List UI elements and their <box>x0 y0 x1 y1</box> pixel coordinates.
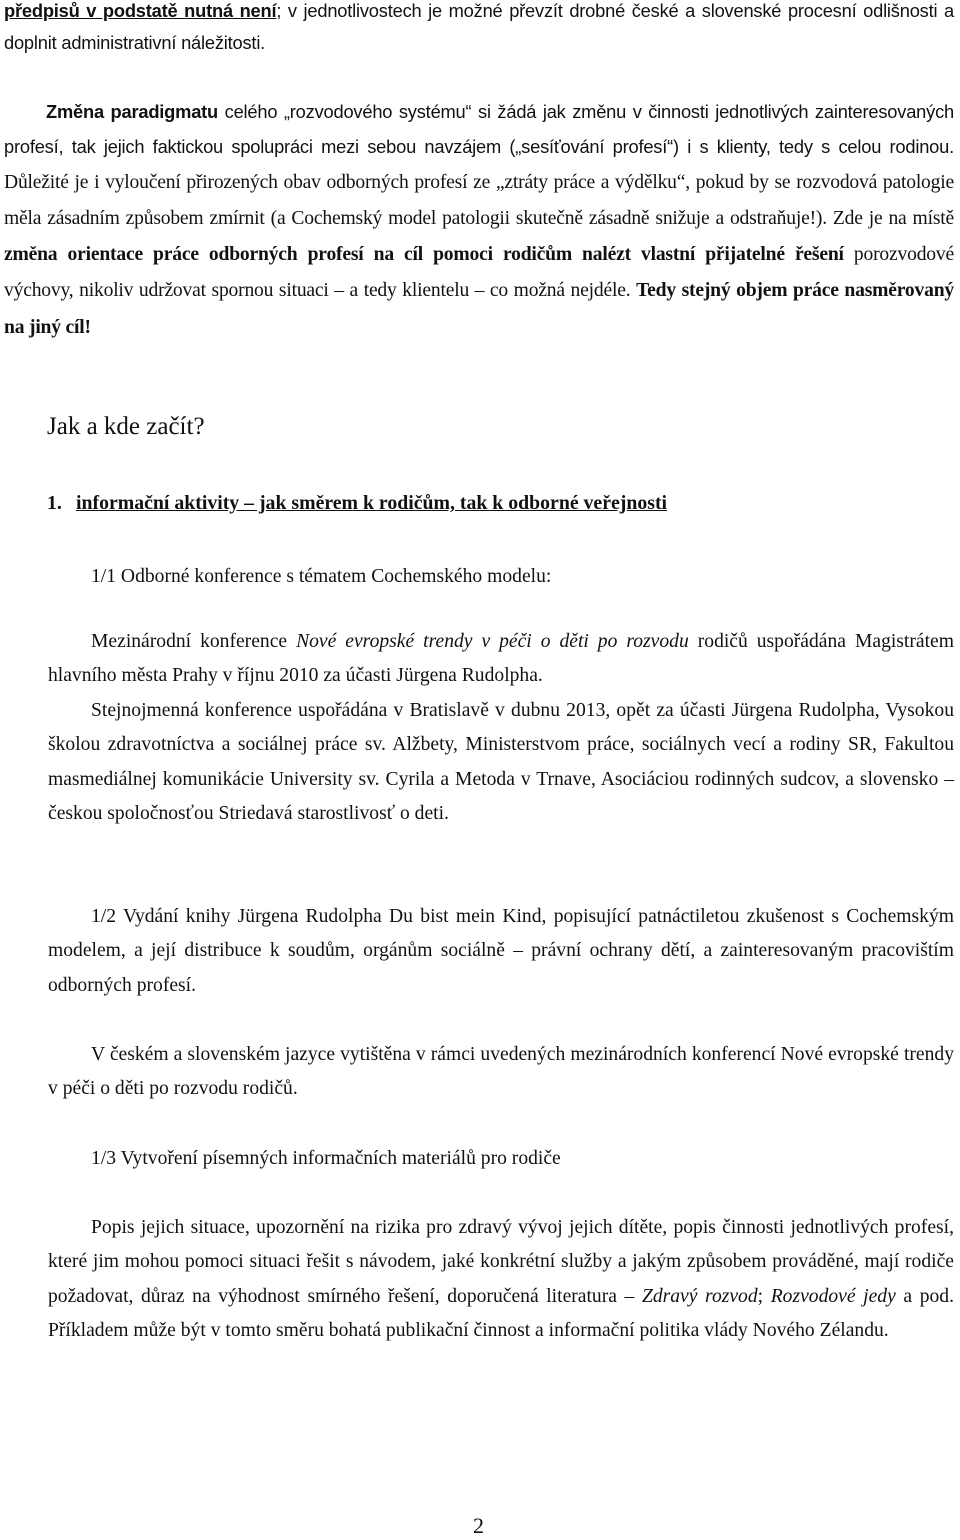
page-number: 2 <box>473 1513 484 1538</box>
text-span: a pod. Příkladem může být v tomto směru bohatá publikační činnost a informační politika vlády Nového Zélandu. <box>48 1285 954 1341</box>
text-span: Popis jejich situace, upozornění na rizika pro zdravý vývoj jejich dítěte, popis činnosti jednotlivých profesí, které jim mohou pomoci situaci řešit s návodem, jaké konkrétní služby a jakým způsobem prováděné, mají rodiče požadovat, důraz na výhodnost smírného řešení, doporučená literatura – <box>48 1217 954 1307</box>
emphasis-not-needed: předpisů v podstatě nutná není <box>4 0 277 21</box>
text-span: porozvodové výchovy, nikoliv udržovat spornou situaci – a tedy klientelu – co možná nejdéle. <box>4 244 954 302</box>
text-span: ; <box>757 1285 771 1307</box>
item-1-1: 1/1 Odborné konference s tématem Cochemského modelu: <box>91 566 552 587</box>
subsection-number: 1. <box>47 492 62 514</box>
emphasis-paradigm: Změna paradigmatu <box>46 101 219 122</box>
subsection-title: informační aktivity – jak směrem k rodičům, tak k odborné veřejnosti <box>76 492 668 514</box>
text-span: ; v jednotlivostech je možné převzít drobné české a slovenské procesní odlišnosti a doplnit administrativní náležitosti. <box>4 0 954 53</box>
subsection-heading-1 <box>47 488 667 518</box>
emphasis-same-work: Tedy stejný objem práce nasměrovaný na jiný cíl! <box>4 280 954 338</box>
paragraph-prague-conference <box>48 625 954 694</box>
text-span: celého „rozvodového systému“ si žádá jak změnu v činnosti jednotlivých zainteresovaných profesí, tak jejich faktickou spolupráci mezi sebou navzájem („sesíťování profesí“) i s klienty, tedy s celou rodinou. <box>4 101 954 158</box>
conference-title: Nové evropské trendy v péči o děti po rozvodu <box>296 631 689 652</box>
book-title-rozvodove-jedy: Rozvodové jedy <box>770 1285 896 1307</box>
item-1-3: 1/3 Vytvoření písemných informačních materiálů pro rodiče <box>91 1148 561 1169</box>
section-heading: Jak a kde začít? <box>47 413 205 440</box>
text-span: Mezinárodní konference <box>91 631 297 652</box>
paragraph-materials <box>48 1211 954 1348</box>
text-span: rodičů uspořádána Magistrátem hlavního města Prahy v říjnu 2010 za účasti Jürgena Rudolpha. <box>48 631 954 687</box>
paragraph-translation: V českém a slovenském jazyce vytištěna v rámci uvedených mezinárodních konferencí Nové evropské trendy v péči o děti po rozvodu rodičů. <box>48 1044 954 1100</box>
paragraph-book: 1/2 Vydání knihy Jürgena Rudolpha Du bist mein Kind, popisující patnáctiletou zkušenost s Cochemským modelem, a její distribuce k soudům, orgánům sociálně – právní ochrany dětí, a zainteresovaným pracovištím odborných profesí. <box>48 906 954 996</box>
book-title-zdravy-rozvod: Zdravý rozvod <box>641 1285 758 1307</box>
paragraph-bratislava-conference: Stejnojmenná konference uspořádána v Bratislavě v dubnu 2013, opět za účasti Jürgena Rudolpha, Vysokou školou zdravotníctva a sociálnej práce sv. Alžbety, Ministerstvom práce, sociálnych vecí a rodiny SR, Fakultou masmediálnej komunikácie University sv. Cyrila a Metoda v Trnave, Asociáciou rodinných sudcov, a slovensko – českou spoločnosťou Striedavá starostlivosť o deti. <box>48 700 954 824</box>
text-span: Důležité je i vyloučení přirozených obav odborných profesí ze „ztráty práce a výdělku“, pokud by se rozvodová patologie měla zásadním způsobem zmírnit (a Cochemský model patologii skutečně zásadně snižuje a odstraňuje!). Zde je na místě <box>4 172 954 230</box>
paragraph-paradigm-change <box>4 94 954 345</box>
paragraph-intro-end <box>4 0 954 58</box>
emphasis-orientation-change: změna orientace práce odborných profesí na cíl pomoci rodičům nalézt vlastní přijatelné řešení <box>4 244 844 266</box>
